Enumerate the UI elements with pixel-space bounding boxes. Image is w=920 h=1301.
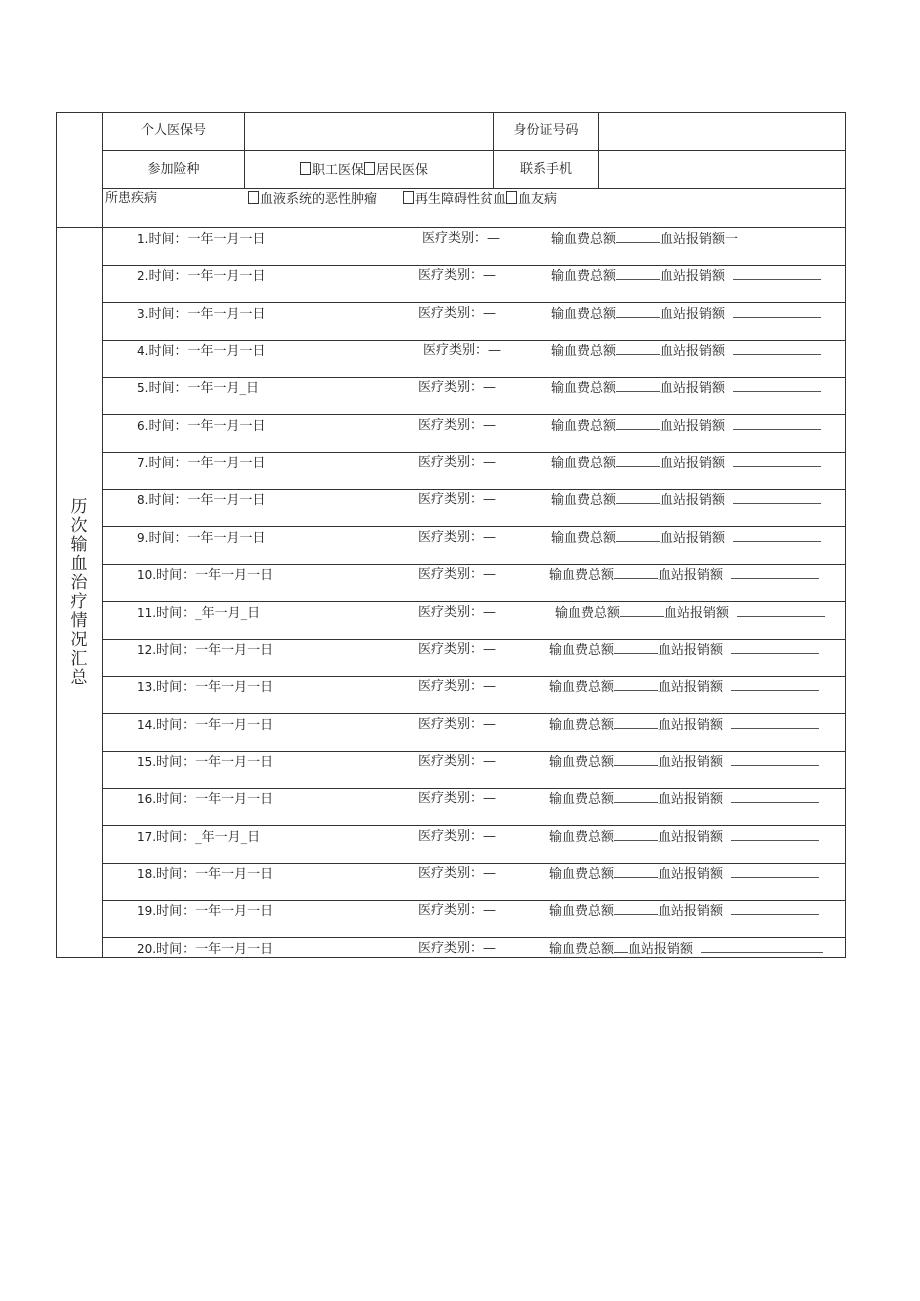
- reimbursement-blank[interactable]: [731, 642, 819, 654]
- transfusion-summary-side: [56, 228, 102, 958]
- insurance-label: 参加险种: [147, 162, 200, 177]
- phone-label: 联系手机: [519, 162, 572, 177]
- time-label: 时间：: [156, 866, 196, 882]
- reimbursement-label: 血站报销额: [658, 680, 724, 696]
- transfusion-row: [103, 863, 845, 900]
- reimbursement-form: [56, 112, 846, 958]
- blood-fee-total-label: 输血费总额: [551, 381, 617, 397]
- row-number: 17.: [137, 829, 157, 844]
- time-label: 时间：: [148, 456, 188, 472]
- medical-category[interactable]: 医疗类别：—: [418, 791, 497, 807]
- blood-fee-total-label: 输血费总额: [549, 904, 615, 920]
- blood-fee-total-label: 输血费总额: [549, 717, 615, 733]
- blood-fee-total[interactable]: [549, 791, 819, 808]
- side-title-char: 历: [70, 497, 88, 517]
- blood-fee-total-label: 输血费总额: [549, 829, 615, 845]
- blood-fee-total-blank[interactable]: [614, 754, 658, 766]
- row-number: 12.: [137, 642, 157, 657]
- time-label: 时间：: [156, 941, 196, 957]
- aplastic-anemia-label: 再生障碍性贫血: [415, 192, 507, 207]
- row-time[interactable]: [137, 306, 265, 323]
- row-number: 18.: [137, 866, 157, 881]
- blood-fee-total-label: 输血费总额: [549, 568, 615, 584]
- medical-category[interactable]: 医疗类别：—: [418, 940, 497, 956]
- row-time[interactable]: [137, 530, 265, 547]
- blood-fee-total-blank[interactable]: [614, 717, 658, 729]
- reimbursement-blank[interactable]: [733, 530, 821, 542]
- employee-insurance-label: 职工医保: [312, 163, 365, 178]
- time-label: 时间：: [156, 792, 196, 808]
- row-time[interactable]: [137, 717, 273, 734]
- time-label: 时间：: [148, 306, 188, 322]
- reimbursement-blank[interactable]: [733, 455, 821, 467]
- row-time[interactable]: [137, 268, 265, 285]
- blood-fee-total-blank[interactable]: [614, 903, 658, 915]
- row-date: 一年一月_日: [187, 381, 259, 397]
- side-title-char: 次: [70, 516, 88, 536]
- blood-fee-total-label: 输血费总额: [551, 493, 617, 509]
- row-date: 一年一月一日: [187, 530, 266, 546]
- reimbursement-label: 血站报销额: [660, 530, 726, 546]
- reimbursement-label: 血站报销额: [658, 642, 724, 658]
- transfusion-row: [103, 751, 845, 788]
- blood-fee-total-label: 输血费总额: [549, 642, 615, 658]
- transfusion-summary-title: [56, 498, 102, 688]
- transfusion-row: [103, 265, 845, 302]
- time-label: 时间：: [156, 568, 196, 584]
- row-date: 一年一月一日: [187, 493, 266, 509]
- blood-fee-total-label: 输血费总额: [551, 344, 617, 360]
- row-number: 4.: [137, 344, 149, 359]
- personal-id-field[interactable]: [246, 123, 491, 139]
- blood-fee-total-blank[interactable]: [614, 567, 658, 579]
- blood-fee-total[interactable]: [551, 343, 821, 360]
- blood-fee-total-label: 输血费总额: [549, 866, 615, 882]
- side-title-char: 治: [70, 573, 88, 593]
- reimbursement-label: 血站报销额: [660, 418, 726, 434]
- medical-category[interactable]: 医疗类别：—: [418, 529, 497, 545]
- row-date: 一年一月一日: [187, 269, 266, 285]
- medical-category[interactable]: 医疗类别：—: [418, 753, 497, 769]
- header-divider-1: [103, 150, 845, 151]
- time-label: 时间：: [156, 717, 196, 733]
- row-time[interactable]: [137, 567, 273, 584]
- reimbursement-label: 血站报销额: [660, 269, 726, 285]
- blood-fee-total-blank[interactable]: [614, 791, 658, 803]
- reimbursement-blank[interactable]: [733, 306, 821, 318]
- medical-category[interactable]: 医疗类别：—: [418, 903, 497, 919]
- blood-fee-total-blank[interactable]: [616, 343, 660, 355]
- reimbursement-blank[interactable]: [731, 754, 819, 766]
- transfusion-row: [103, 489, 845, 526]
- time-label: 时间：: [156, 642, 196, 658]
- reimbursement-label: 血站报销额: [660, 456, 726, 472]
- row-number: 5.: [137, 381, 149, 396]
- blood-fee-total-label: 输血费总额: [551, 530, 617, 546]
- row-date: 一年一月一日: [187, 344, 266, 360]
- side-title-char: 血: [70, 554, 88, 574]
- reimbursement-blank[interactable]: [731, 567, 819, 579]
- row-date: _年一月_日: [195, 605, 261, 621]
- row-date: 一年一月一日: [187, 232, 266, 247]
- reimbursement-blank[interactable]: [733, 380, 821, 392]
- reimbursement-label: 血站报销额: [658, 866, 724, 882]
- row-date: 一年一月一日: [195, 717, 274, 733]
- blood-fee-total-blank[interactable]: [616, 530, 660, 542]
- transfusion-row: [103, 788, 845, 825]
- row-date: 一年一月一日: [195, 642, 274, 658]
- transfusion-row: [103, 938, 845, 975]
- time-label: 时间：: [148, 232, 188, 247]
- blood-fee-total-label: 输血费总额: [549, 792, 615, 808]
- blood-fee-total-blank[interactable]: [614, 642, 658, 654]
- time-label: 时间：: [156, 754, 196, 770]
- blood-fee-total[interactable]: [551, 380, 821, 397]
- row-date: 一年一月一日: [195, 904, 274, 920]
- reimbursement-blank[interactable]: [733, 492, 821, 504]
- medical-category[interactable]: 医疗类别：—: [418, 268, 497, 284]
- blood-fee-total-label: 输血费总额: [555, 605, 621, 621]
- blood-fee-total-blank[interactable]: [616, 268, 660, 280]
- header-col-1: [244, 112, 245, 189]
- row-number: 3.: [137, 306, 149, 321]
- blood-fee-total-blank[interactable]: [616, 492, 660, 504]
- row-date: 一年一月一日: [195, 680, 274, 696]
- reimbursement-blank[interactable]: [731, 791, 819, 803]
- row-date: 一年一月一日: [187, 456, 266, 472]
- reimbursement-label: 血站报销额: [664, 605, 730, 621]
- blood-fee-total-blank[interactable]: [616, 418, 660, 430]
- resident-insurance-checkbox[interactable]: [364, 162, 375, 175]
- row-date: 一年一月一日: [195, 754, 274, 770]
- blood-fee-total-blank[interactable]: [620, 605, 664, 617]
- row-time[interactable]: [137, 754, 273, 771]
- row-date: 一年一月一日: [195, 866, 274, 882]
- row-number: 9.: [137, 530, 149, 545]
- transfusion-row: [103, 602, 845, 639]
- disease-label: 所患疾病: [105, 191, 158, 206]
- time-label: 时间：: [156, 829, 196, 845]
- row-time[interactable]: [137, 903, 273, 920]
- time-label: 时间：: [156, 904, 196, 920]
- medical-category[interactable]: 医疗类别：—: [418, 455, 497, 471]
- blood-fee-total-blank[interactable]: [614, 941, 628, 953]
- hemophilia-checkbox[interactable]: [506, 191, 517, 204]
- reimbursement-blank[interactable]: [731, 679, 819, 691]
- side-title-char: 输: [70, 535, 88, 555]
- medical-category[interactable]: 医疗类别：—: [418, 828, 497, 844]
- reimbursement-label: 血站报销额: [658, 717, 724, 733]
- row-number: 13.: [137, 680, 157, 695]
- phone-field[interactable]: [601, 162, 841, 178]
- row-time[interactable]: [137, 418, 265, 435]
- blood-fee-total[interactable]: [551, 492, 821, 509]
- blood-fee-total[interactable]: [549, 754, 819, 771]
- transfusion-row: [103, 415, 845, 452]
- reimbursement-label: 血站报销额: [658, 754, 724, 770]
- medical-category[interactable]: 医疗类别：—: [418, 417, 497, 433]
- medical-category[interactable]: 医疗类别：—: [418, 305, 497, 321]
- medical-category[interactable]: 医疗类别：—: [418, 567, 497, 583]
- row-time[interactable]: [137, 380, 259, 397]
- blood-fee-total[interactable]: [549, 717, 819, 734]
- row-number: 15.: [137, 754, 157, 769]
- transfusion-row: [103, 303, 845, 340]
- transfusion-row: [103, 676, 845, 713]
- row-time[interactable]: [137, 866, 273, 883]
- row-number: 11.: [137, 605, 157, 620]
- reimbursement-blank[interactable]: [733, 418, 821, 430]
- personal-id-label: 个人医保号: [140, 123, 206, 138]
- blood-fee-total[interactable]: [551, 268, 821, 285]
- blood-fee-total-blank[interactable]: [616, 380, 660, 392]
- blood-fee-total-blank[interactable]: [614, 829, 658, 841]
- blood-fee-total[interactable]: [551, 418, 821, 435]
- blood-fee-total-label: 输血费总额: [549, 754, 615, 770]
- time-label: 时间：: [148, 381, 188, 397]
- transfusion-row: [103, 527, 845, 564]
- row-date: 一年一月一日: [187, 306, 266, 322]
- blood-fee-total[interactable]: [551, 231, 738, 248]
- reimbursement-blank[interactable]: [737, 605, 825, 617]
- disease-options: [248, 191, 557, 208]
- aplastic-anemia-checkbox[interactable]: [403, 191, 414, 204]
- row-date: _年一月_日: [195, 829, 261, 845]
- time-label: 时间：: [148, 418, 188, 434]
- row-date: 一年一月一日: [195, 941, 274, 957]
- blood-fee-total[interactable]: [551, 306, 821, 323]
- time-label: 时间：: [148, 344, 188, 360]
- employee-insurance-checkbox[interactable]: [300, 162, 311, 175]
- reimbursement-label: 血站报销额: [658, 792, 724, 808]
- blood-fee-total[interactable]: [549, 866, 819, 883]
- reimbursement-suffix: 一: [725, 232, 739, 247]
- row-number: 20.: [137, 941, 157, 956]
- row-number: 10.: [137, 568, 157, 583]
- row-number: 16.: [137, 792, 157, 807]
- row-number: 19.: [137, 904, 157, 919]
- medical-category[interactable]: 医疗类别：—: [418, 492, 497, 508]
- row-time[interactable]: [137, 642, 273, 659]
- transfusion-row: [103, 377, 845, 414]
- reimbursement-label: 血站报销额: [660, 493, 726, 509]
- medical-category[interactable]: 医疗类别：—: [422, 231, 501, 246]
- reimbursement-blank[interactable]: [731, 903, 819, 915]
- row-number: 8.: [137, 493, 149, 508]
- row-time[interactable]: [137, 492, 265, 509]
- medical-category[interactable]: 医疗类别：—: [418, 865, 497, 881]
- reimbursement-label: 血站报销额: [660, 306, 726, 322]
- reimbursement-blank[interactable]: [733, 343, 821, 355]
- reimbursement-label: 血站报销额: [660, 232, 726, 247]
- side-title-char: 总: [70, 668, 88, 688]
- blood-fee-total-label: 输血费总额: [549, 941, 615, 957]
- row-time[interactable]: [137, 829, 260, 846]
- reimbursement-blank[interactable]: [731, 717, 819, 729]
- reimbursement-label: 血站报销额: [658, 568, 724, 584]
- row-number: 1.: [137, 232, 149, 246]
- blood-fee-total-label: 输血费总额: [551, 418, 617, 434]
- transfusion-row: [103, 714, 845, 751]
- reimbursement-label: 血站报销额: [660, 344, 726, 360]
- reimbursement-blank[interactable]: [733, 268, 821, 280]
- row-time[interactable]: [137, 455, 265, 472]
- row-time[interactable]: [137, 679, 273, 696]
- blood-fee-total[interactable]: [551, 455, 821, 472]
- transfusion-row: [103, 826, 845, 863]
- side-title-char: 疗: [70, 592, 88, 612]
- medical-category[interactable]: 医疗类别：—: [418, 604, 497, 620]
- blood-fee-total[interactable]: [551, 530, 821, 547]
- blood-fee-total-label: 输血费总额: [551, 306, 617, 322]
- row-date: 一年一月一日: [195, 568, 274, 584]
- time-label: 时间：: [148, 530, 188, 546]
- reimbursement-label: 血站报销额: [658, 829, 724, 845]
- side-title-char: 况: [70, 630, 88, 650]
- blood-fee-total-blank[interactable]: [616, 455, 660, 467]
- header-divider-2: [103, 188, 845, 189]
- row-number: 2.: [137, 269, 149, 284]
- row-time[interactable]: [137, 231, 265, 248]
- row-number: 14.: [137, 717, 157, 732]
- transfusion-row: [103, 900, 845, 937]
- time-label: 时间：: [156, 605, 196, 621]
- blood-fee-total[interactable]: [549, 941, 823, 958]
- reimbursement-blank[interactable]: [731, 866, 819, 878]
- transfusion-row: [103, 564, 845, 601]
- blood-fee-total[interactable]: [555, 605, 825, 622]
- row-date: 一年一月一日: [195, 792, 274, 808]
- hemophilia-label: 血友病: [518, 192, 558, 207]
- blood-cancer-label: 血液系统的恶性肿瘤: [260, 192, 378, 207]
- medical-category[interactable]: 医疗类别：—: [418, 641, 497, 657]
- blood-cancer-checkbox[interactable]: [248, 191, 259, 204]
- row-number: 7.: [137, 456, 149, 471]
- time-label: 时间：: [148, 269, 188, 285]
- row-time[interactable]: [137, 605, 260, 622]
- blood-fee-total-blank[interactable]: [614, 866, 658, 878]
- insurance-options: [300, 162, 428, 179]
- reimbursement-label: 血站报销额: [658, 904, 724, 920]
- border-right: [845, 112, 846, 958]
- reimbursement-blank[interactable]: [701, 941, 823, 953]
- reimbursement-label: 血站报销额: [660, 381, 726, 397]
- blood-fee-total-label: 输血费总额: [549, 680, 615, 696]
- blood-fee-total-blank[interactable]: [616, 306, 660, 318]
- id-card-label: 身份证号码: [513, 123, 579, 138]
- transfusion-row: [103, 340, 845, 377]
- blood-fee-total[interactable]: [549, 567, 819, 584]
- medical-category[interactable]: 医疗类别：—: [418, 679, 497, 695]
- side-title-char: 情: [70, 611, 88, 631]
- blood-fee-total-blank[interactable]: [616, 231, 660, 243]
- reimbursement-label: 血站报销额: [628, 941, 694, 957]
- id-card-field[interactable]: [601, 123, 841, 139]
- row-date: 一年一月一日: [187, 418, 266, 434]
- row-number: 6.: [137, 418, 149, 433]
- medical-category[interactable]: 医疗类别：—: [418, 716, 497, 732]
- blood-fee-total-blank[interactable]: [614, 679, 658, 691]
- row-time[interactable]: [137, 343, 265, 360]
- transfusion-row: [103, 228, 845, 265]
- blood-fee-total-label: 输血费总额: [551, 456, 617, 472]
- time-label: 时间：: [148, 493, 188, 509]
- side-title-char: 汇: [70, 649, 88, 669]
- transfusion-row: [103, 452, 845, 489]
- medical-category[interactable]: 医疗类别：—: [423, 343, 502, 359]
- blood-fee-total[interactable]: [549, 642, 819, 659]
- border-top: [56, 112, 846, 113]
- row-time[interactable]: [137, 791, 273, 808]
- reimbursement-blank[interactable]: [731, 829, 819, 841]
- blood-fee-total[interactable]: [549, 829, 819, 846]
- time-label: 时间：: [156, 680, 196, 696]
- blood-fee-total[interactable]: [549, 679, 819, 696]
- blood-fee-total-label: 输血费总额: [551, 232, 617, 247]
- blood-fee-total[interactable]: [549, 903, 819, 920]
- resident-insurance-label: 居民医保: [376, 163, 429, 178]
- medical-category[interactable]: 医疗类别：—: [418, 380, 497, 396]
- row-time[interactable]: [137, 941, 273, 958]
- blood-fee-total-label: 输血费总额: [551, 269, 617, 285]
- header-col-3: [598, 112, 599, 189]
- transfusion-row: [103, 639, 845, 676]
